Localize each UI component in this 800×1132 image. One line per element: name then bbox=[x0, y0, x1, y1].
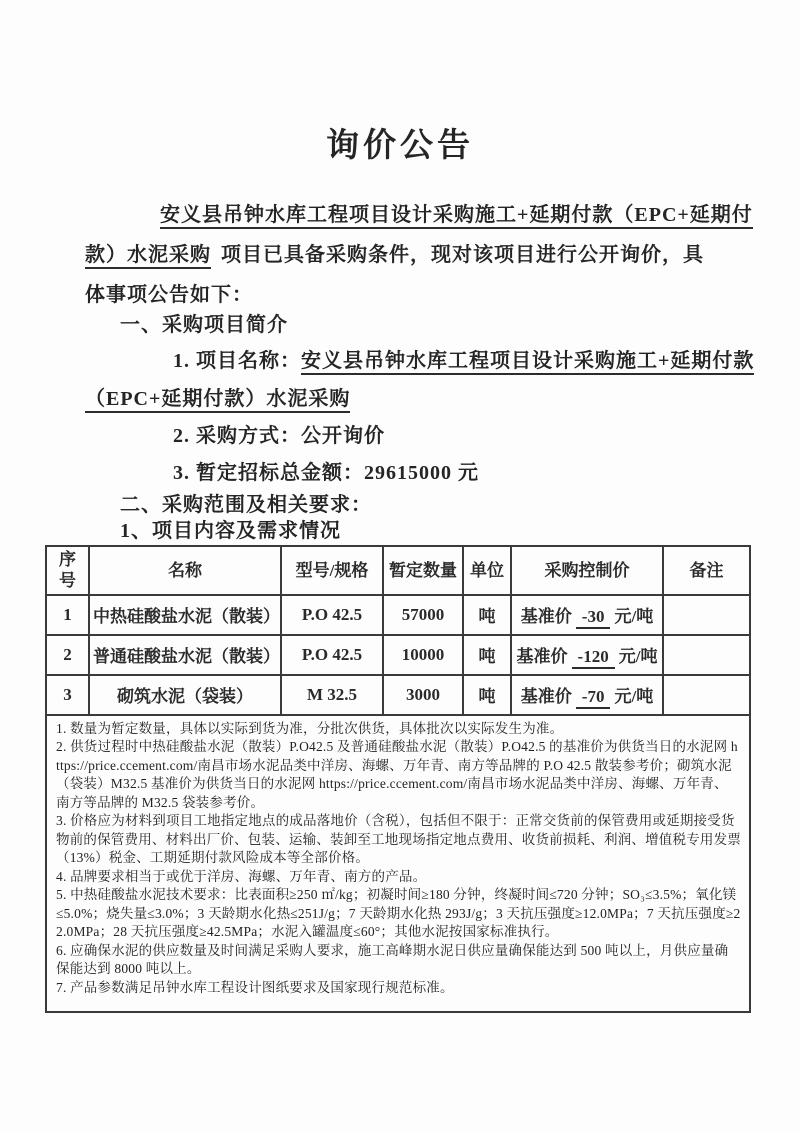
cell-spec: P.O 42.5 bbox=[281, 635, 383, 675]
cell-name: 中热硅酸盐水泥（散装） bbox=[89, 595, 281, 635]
note-item: 7. 产品参数满足吊钟水库工程设计图纸要求及国家现行规范标准。 bbox=[56, 979, 454, 995]
header-remark: 备注 bbox=[663, 546, 750, 595]
item-1-project-name-line-1 bbox=[173, 348, 754, 374]
cell-seq-no: 1 bbox=[46, 595, 89, 635]
note-item: 2. 供货过程时中热硅酸盐水泥（散装）P.O42.5 及普通硅酸盐水泥（散装）P.O42.5 的基准价为供货当日的水泥网 https://price.ccement.com/南昌市场水泥品类中洋房、海螺、万年青、南方等品牌的 P.O 42.5 散装参考价；砌筑水泥（袋装）M32.5 基准价为供货当日的水泥网 https://price.ccement.com/南昌市场水泥品类中洋房、海螺、万年青、南方等品牌的 M32.5 袋装参考价。 bbox=[56, 739, 738, 810]
cell-unit: 吨 bbox=[463, 635, 511, 675]
note-item: 6. 应确保水泥的供应数量及时间满足采购人要求，施工高峰期水泥日供应量确保能达到 500 吨以上，月供应量确保能达到 8000 吨以上。 bbox=[56, 942, 729, 976]
cell-unit: 吨 bbox=[463, 675, 511, 715]
intro-line-2-text: 项目已具备采购条件，现对该项目进行公开询价，具 bbox=[221, 244, 704, 266]
table-row bbox=[46, 675, 750, 715]
intro-paragraph-line-2 bbox=[85, 242, 704, 268]
note-item: 4. 品牌要求相当于或优于洋房、海螺、万年青、南方的产品。 bbox=[56, 868, 427, 884]
cell-seq-no: 2 bbox=[46, 635, 89, 675]
notes-cell bbox=[46, 715, 750, 1012]
table-row bbox=[46, 635, 750, 675]
note-item: 5. 中热硅酸盐水泥技术要求：比表面积≥250 ㎡/kg；初凝时间≥180 分钟，终凝时间≤720 分钟；SO₃≤3.5%；氧化镁≤5.0%；烧失量≤3.0%；3 天龄期水化热≤251J/g；7 天龄期水化热 293J/g；3 天抗压强度≥12.0MPa；7 天抗压强度≥22.0MPa；28 天抗压强度≥42.5MPa；水泥入罐温度≤60°；其他水泥按国家标准执行。 bbox=[56, 887, 741, 939]
note-item: 1. 数量为暂定数量，具体以实际到货为准，分批次供货，具体批次以实际发生为准。 bbox=[56, 720, 564, 736]
cell-control-price bbox=[511, 675, 663, 715]
item-3-total-amount: 3. 暂定招标总金额：29615000 元 bbox=[173, 462, 479, 484]
table-header-row bbox=[46, 546, 750, 595]
cell-remark bbox=[663, 595, 750, 635]
cell-name: 砌筑水泥（袋装） bbox=[89, 675, 281, 715]
price-prefix: 基准价 bbox=[520, 687, 572, 706]
item-1-underlined-part-2: （EPC+延期付款）水泥采购 bbox=[85, 388, 350, 413]
cell-seq-no: 3 bbox=[46, 675, 89, 715]
intro-paragraph-line-1 bbox=[160, 202, 753, 228]
header-provisional-qty: 暂定数量 bbox=[383, 546, 463, 595]
price-value: -70 bbox=[576, 687, 611, 709]
cell-remark bbox=[663, 635, 750, 675]
cell-spec: P.O 42.5 bbox=[281, 595, 383, 635]
cell-control-price bbox=[511, 635, 663, 675]
price-prefix: 基准价 bbox=[516, 647, 568, 666]
price-suffix: 元/吨 bbox=[614, 687, 654, 706]
cell-name: 普通硅酸盐水泥（散装） bbox=[89, 635, 281, 675]
project-name-underlined-part-2: 款）水泥采购 bbox=[85, 244, 211, 269]
table-notes-row bbox=[46, 715, 750, 1012]
cell-unit: 吨 bbox=[463, 595, 511, 635]
header-name: 名称 bbox=[89, 546, 281, 595]
item-1-project-name-line-2 bbox=[85, 386, 350, 412]
price-value: -30 bbox=[576, 607, 611, 629]
price-suffix: 元/吨 bbox=[614, 607, 654, 626]
project-name-underlined-part-1: 安义县吊钟水库工程项目设计采购施工+延期付款（EPC+延期付 bbox=[160, 204, 753, 229]
document-title: 询价公告 bbox=[326, 128, 474, 164]
header-seq-no: 序号 bbox=[46, 546, 89, 595]
price-suffix: 元/吨 bbox=[618, 647, 658, 666]
section-2-subheading: 1、项目内容及需求情况 bbox=[120, 520, 341, 542]
cell-qty: 57000 bbox=[383, 595, 463, 635]
cell-qty: 3000 bbox=[383, 675, 463, 715]
procurement-items-table bbox=[45, 545, 751, 1013]
note-item: 3. 价格应为材料到项目工地指定地点的成品落地价（含税），包括但不限于：正常交货前的保管费用或延期接受货物前的保管费用、材料出厂价、包装、运输、装卸至工地现场指定地点费用、收货前损耗、利润、增值税专用发票（13%）税金、工期延期付款风险成本等全部价格。 bbox=[56, 813, 741, 865]
cell-spec: M 32.5 bbox=[281, 675, 383, 715]
cell-qty: 10000 bbox=[383, 635, 463, 675]
header-model-spec: 型号/规格 bbox=[281, 546, 383, 595]
item-1-underlined-part-1: 安义县吊钟水库工程项目设计采购施工+延期付款 bbox=[301, 350, 754, 375]
cell-remark bbox=[663, 675, 750, 715]
section-2-heading: 二、采购范围及相关要求： bbox=[120, 494, 372, 516]
section-1-heading: 一、采购项目简介 bbox=[120, 314, 288, 336]
item-1-label: 1. 项目名称： bbox=[173, 350, 301, 372]
header-unit: 单位 bbox=[463, 546, 511, 595]
table-row bbox=[46, 595, 750, 635]
cell-control-price bbox=[511, 595, 663, 635]
intro-paragraph-line-3: 体事项公告如下： bbox=[85, 284, 253, 306]
header-control-price: 采购控制价 bbox=[511, 546, 663, 595]
price-prefix: 基准价 bbox=[520, 607, 572, 626]
price-value: -120 bbox=[572, 647, 615, 669]
item-2-procurement-method: 2. 采购方式：公开询价 bbox=[173, 425, 385, 447]
